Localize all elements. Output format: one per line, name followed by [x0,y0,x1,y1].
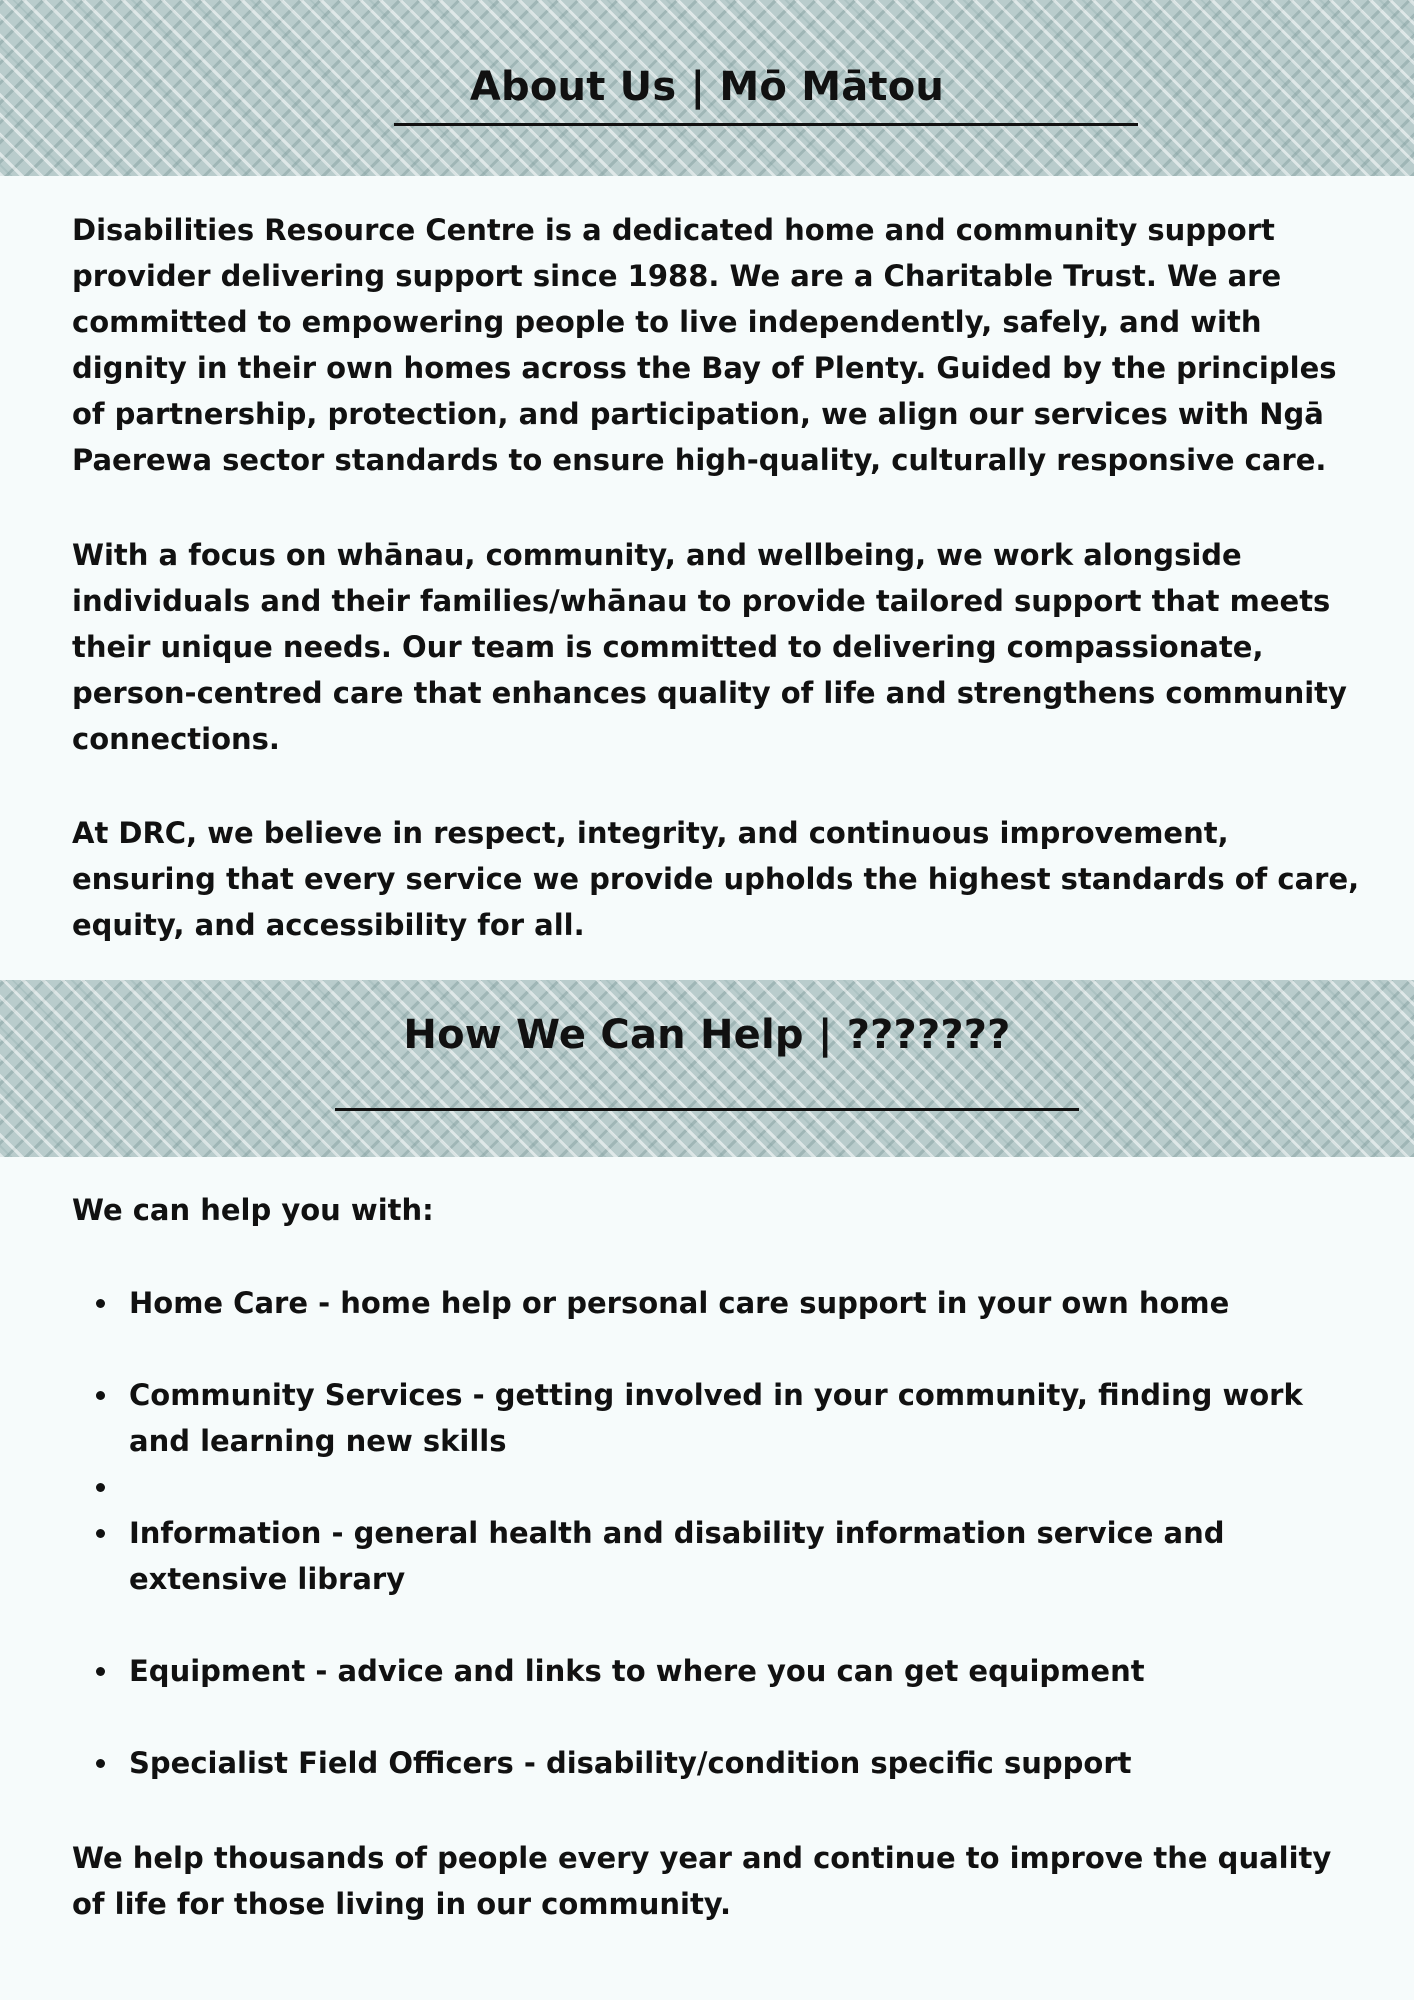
help-heading-underline [335,1108,1079,1111]
help-item-empty [72,1464,1362,1510]
help-item-home-care: Home Care - home help or personal care support in your own home [72,1280,1362,1326]
about-paragraph-1: Disabilities Resource Centre is a dedicated home and community support provider delivering support since 1988. We are a Charitable Trust. We are committed to empowering people to live independently, safely, and with dignity in their own homes across the Bay of Plenty. Guided by the principles of partnership, protection, and participation, we align our services with Ngā Paerewa sector standards to ensure high-quality, culturally responsive care. [72,213,1337,477]
help-closing: We help thousands of people every year and continue to improve the quality of life for those living in our community. [72,1841,1332,1921]
help-banner [0,980,1414,1157]
about-heading-underline [394,123,1138,126]
help-list [72,1280,1362,1786]
help-item-specialist-field-officers: Specialist Field Officers - disability/condition specific support [72,1740,1362,1786]
help-heading: How We Can Help | ??????? [403,1012,1011,1058]
about-banner [0,0,1414,176]
help-item-community-services: Community Services - getting involved in your community, finding work and learning new skills [72,1372,1362,1464]
help-intro: We can help you with: [72,1193,434,1227]
about-paragraph-3: At DRC, we believe in respect, integrity, and continuous improvement, ensuring that every service we provide upholds the highest standards of care, equity, and accessibility for all. [72,816,1360,942]
about-paragraph-2: With a focus on whānau, community, and wellbeing, we work alongside individuals and their families/whānau to provide tailored support that meets their unique needs. Our team is committed to delivering compassionate, person-centred care that enhances quality of life and strengthens community connections. [72,538,1347,756]
about-heading: About Us | Mō Mātou [469,64,945,110]
help-item-equipment: Equipment - advice and links to where you can get equipment [72,1648,1362,1694]
help-item-information: Information - general health and disability information service and extensive library [72,1510,1362,1602]
